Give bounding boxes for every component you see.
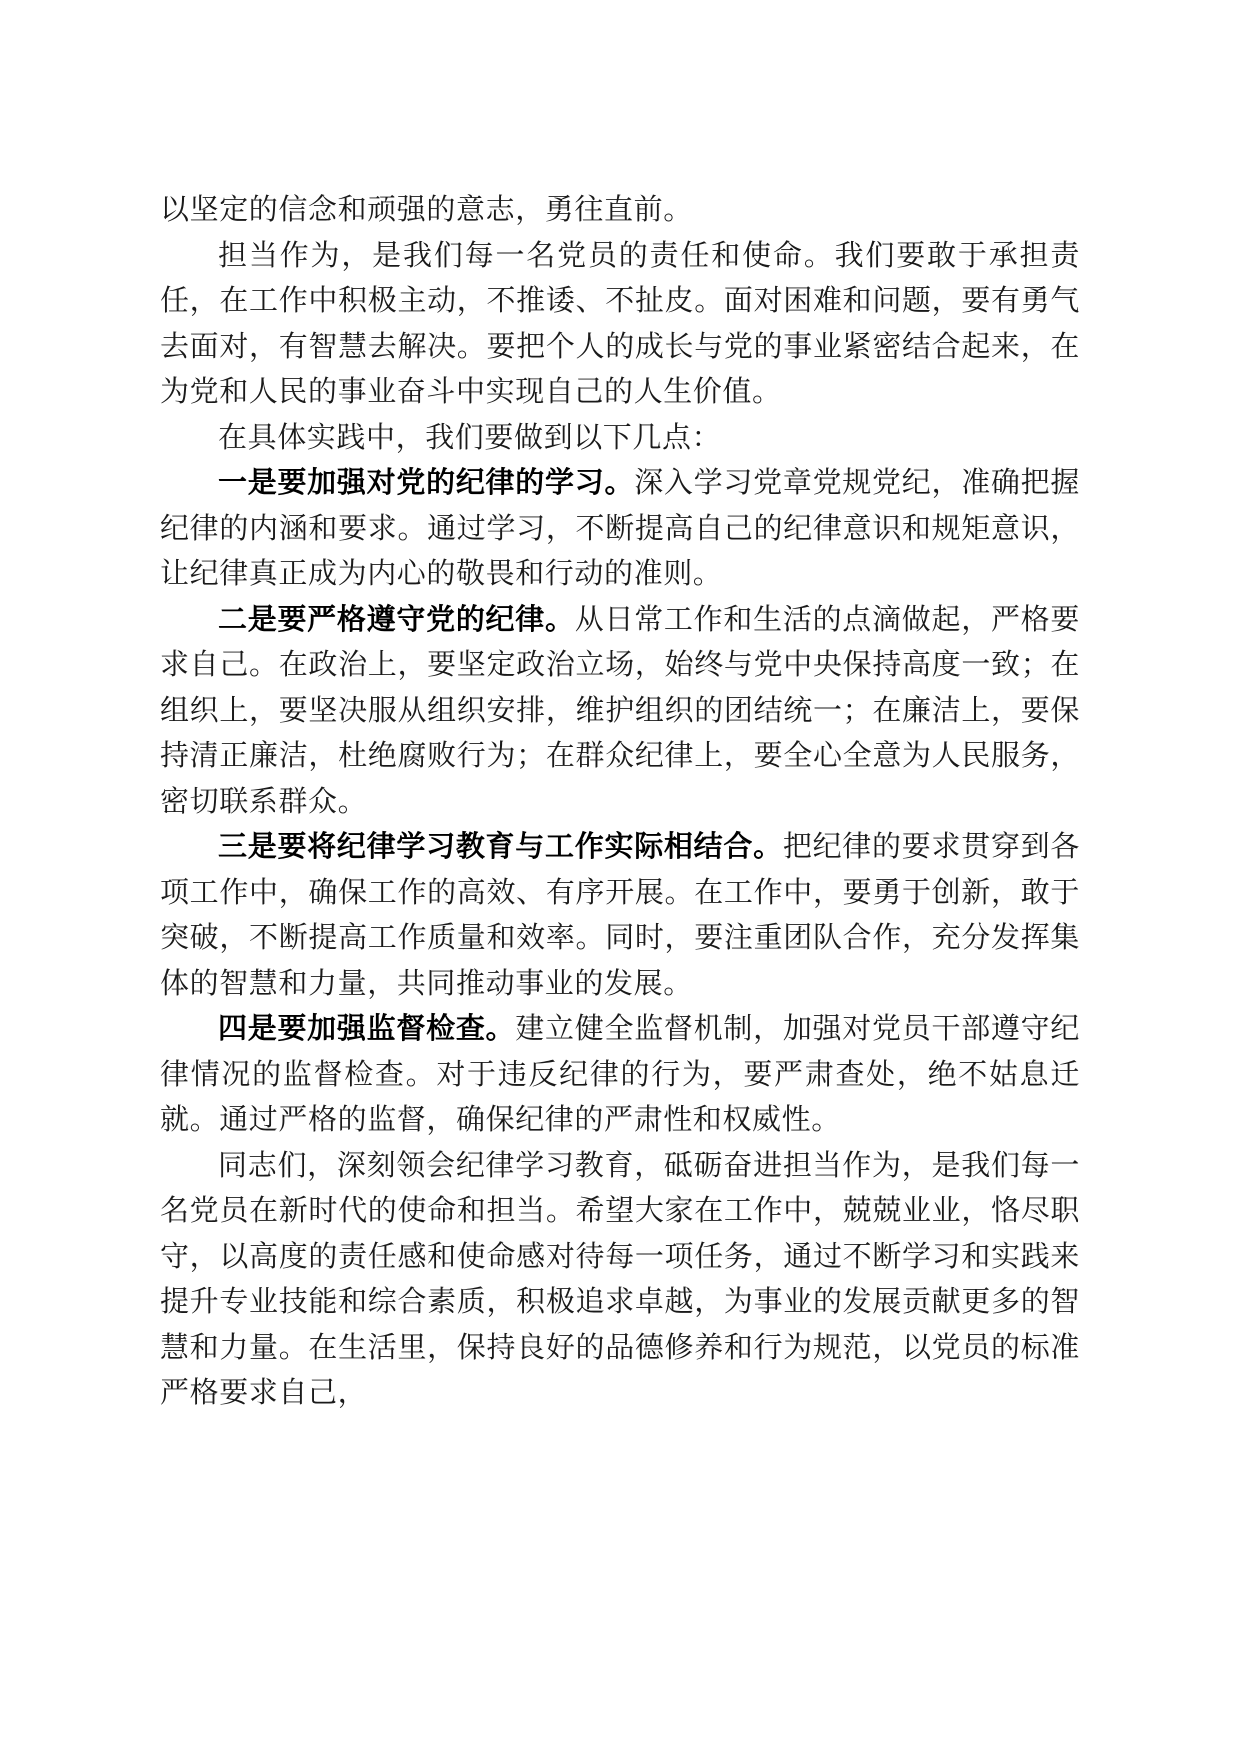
- paragraph-text: 从日常工作和生活的点滴做起，严格要求自己。在政治上，要坚定政治立场，始终与党中央保持高度一致；在组织上，要坚决服从组织安排，维护组织的团结统一；在廉洁上，要保持清正廉洁，杜绝腐败行为；在群众纪律上，要全心全意为人民服务，密切联系群众。: [160, 601, 1081, 818]
- paragraph-text: 担当作为，是我们每一名党员的责任和使命。我们要敢于承担责任，在工作中积极主动，不推诿、不扯皮。面对困难和问题，要有勇气去面对，有智慧去解决。要把个人的成长与党的事业紧密结合起来，在为党和人民的事业奋斗中实现自己的人生价值。: [160, 237, 1080, 408]
- paragraph-text: 以坚定的信念和顽强的意志，勇往直前。: [160, 192, 693, 226]
- paragraph-point-four: [160, 1006, 1080, 1143]
- paragraph-continued: [160, 187, 1080, 233]
- point-three-heading: 三是要将纪律学习教育与工作实际相结合。: [218, 829, 783, 863]
- point-one-heading: 一是要加强对党的纪律的学习。: [218, 465, 635, 499]
- paragraph-closing: [160, 1143, 1080, 1416]
- point-four-heading: 四是要加强监督检查。: [218, 1011, 516, 1045]
- paragraph-text: 深入学习党章党规党纪，准确把握纪律的内涵和要求。通过学习，不断提高自己的纪律意识和规矩意识，让纪律真正成为内心的敬畏和行动的准则。: [160, 465, 1080, 590]
- paragraph-practice-intro: [160, 415, 1080, 461]
- paragraph-text: 把纪律的要求贯穿到各项工作中，确保工作的高效、有序开展。在工作中，要勇于创新，敢于突破，不断提高工作质量和效率。同时，要注重团队合作，充分发挥集体的智慧和力量，共同推动事业的发展。: [160, 829, 1080, 1000]
- paragraph-point-one: [160, 460, 1080, 597]
- paragraph-text: 建立健全监督机制，加强对党员干部遵守纪律情况的监督检查。对于违反纪律的行为，要严肃查处，绝不姑息迁就。通过严格的监督，确保纪律的严肃性和权威性。: [160, 1011, 1080, 1136]
- point-two-heading: 二是要严格遵守党的纪律。: [218, 601, 575, 636]
- document-page: [160, 187, 1080, 1416]
- paragraph-text: 在具体实践中，我们要做到以下几点：: [218, 419, 722, 454]
- paragraph-point-two: [160, 597, 1080, 825]
- paragraph-text: 同志们，深刻领会纪律学习教育，砥砺奋进担当作为，是我们每一名党员在新时代的使命和担当。希望大家在工作中，兢兢业业，恪尽职守，以高度的责任感和使命感对待每一项任务，通过不断学习和实践来提升专业技能和综合素质，积极追求卓越，为事业的发展贡献更多的智慧和力量。在生活里，保持良好的品德修养和行为规范，以党员的标准严格要求自己，: [160, 1147, 1080, 1409]
- paragraph-point-three: [160, 824, 1080, 1006]
- paragraph-responsibility: [160, 233, 1080, 415]
